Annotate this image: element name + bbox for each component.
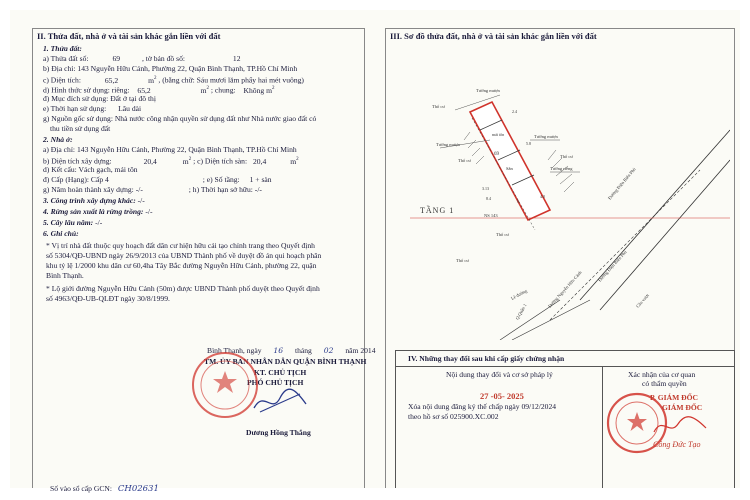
completion-value: -/- — [135, 185, 143, 194]
label-yard: Sân — [506, 166, 513, 171]
land-heading: 1. Thửa đất: — [43, 44, 82, 53]
right-signer-name: Công Đức Tạo — [653, 440, 701, 449]
floor-area-unit: m — [290, 156, 297, 166]
label-overpass: Cầu vượt — [635, 292, 650, 309]
usage-purpose-value: Đất ở tại đô thị — [110, 94, 156, 103]
label-road-dbp: Đường Điện Biên Phủ — [597, 249, 628, 283]
registry-label: Số vào sổ cấp GCN: — [50, 484, 113, 493]
parcel-label: a) Thửa đất số: — [43, 54, 89, 63]
section-title-land: II. Thửa đất, nhà ở và tài sản khác gắn liền với đất — [37, 31, 221, 41]
issuing-org: TM. ỦY BAN NHÂN DÂN QUẬN BÌNH THẠNH — [204, 357, 367, 366]
usage-shared-label: ; chung: — [210, 85, 236, 95]
label-wall-top: Tường mượn — [476, 88, 500, 93]
label-road-dbp-2: Đường Điện Biên Phủ — [606, 166, 637, 201]
label-num: 9 — [517, 199, 519, 204]
note2-line2: số 4963/QĐ-UB-QLĐT ngày 30/8/1999. — [46, 294, 170, 303]
forest-value: -/- — [145, 207, 153, 216]
structure-row — [43, 165, 138, 175]
lot-boundary — [470, 102, 550, 220]
other-works-row — [43, 196, 145, 206]
label-dim-24: 2.4 — [512, 109, 517, 114]
changes-title: IV. Những thay đổi sau khi cấp giấy chứng nhận — [408, 354, 565, 363]
note1-line4: Bình Thạnh. — [46, 271, 84, 280]
land-address-row — [43, 64, 297, 74]
change-row-line1: Xóa nội dung đăng ký thế chấp ngày 09/12/2024 — [408, 402, 557, 411]
forest-row — [43, 207, 153, 217]
label-land-2: Thổ cư — [458, 158, 471, 163]
floor-area-value: 20,4 — [252, 156, 267, 166]
label-district1: Q.Quận 1 — [514, 302, 528, 321]
map-sheet-label: , tờ bản đồ số: — [141, 54, 185, 63]
build-area-unit: m — [182, 156, 189, 166]
house-address-label: a) Địa chỉ: — [43, 145, 76, 154]
sign-month: 02 — [323, 346, 334, 355]
changes-col2-header-2: có thẩm quyền — [642, 379, 687, 388]
notes-heading: 6. Ghi chú: — [43, 229, 79, 238]
role-deputy: P. GIÁM ĐỐC — [650, 393, 699, 402]
usage-shared-value: Không m — [243, 85, 272, 95]
kt-chairman: KT. CHỦ TỊCH — [254, 368, 307, 377]
label-floor: TẦNG 1 — [420, 206, 455, 215]
floors-label: ; e) Số tầng: — [202, 175, 240, 184]
label-land-3: Thổ cư — [560, 154, 573, 159]
land-plot-diagram — [400, 50, 730, 340]
land-address-value: 143 Nguyễn Hữu Cảnh, Phường 22, Quận Bình Thạnh, TP.Hồ Chí Minh — [77, 64, 298, 73]
floors-value: 1 + sàn — [249, 175, 272, 184]
usage-term-label: e) Thời hạn sử dụng: — [43, 104, 107, 113]
structure-label: d) Kết cấu: — [43, 165, 77, 174]
completion-row — [43, 185, 262, 195]
signer-name: Dương Hồng Thắng — [246, 428, 311, 437]
land-area-words: , (bằng chữ: Sáu mươi lăm phẩy hai mét vuông) — [158, 75, 304, 85]
map-sheet-value: 12 — [232, 54, 241, 63]
label-dim-84: 8.4 — [486, 196, 491, 201]
house-address-value: 143 Nguyễn Hữu Cảnh, Phường 22, Quận Bình Thạnh, TP.Hồ Chí Minh — [76, 145, 297, 154]
registry-number-row — [50, 484, 159, 494]
changes-col2-header-1: Xác nhận của cơ quan — [628, 370, 696, 379]
changes-table-rule — [395, 366, 735, 367]
label-curb: Lề đường — [510, 288, 528, 301]
label-wall-right: Tường mượn — [534, 134, 558, 139]
parcel-value: 69 — [112, 54, 121, 63]
note1-line3: khu tỷ lệ 1/2000 khu dân cư 60,4ha Tây Bắc đường Nguyễn Hữu Cảnh, phường 22, quận — [46, 261, 317, 270]
sign-month-label: tháng — [294, 346, 312, 355]
usage-term-row — [43, 104, 141, 114]
registry-value: CH02631 — [117, 484, 159, 494]
perennial-value: -/- — [95, 218, 103, 227]
land-area-unit: m — [148, 75, 154, 85]
land-area-label: c) Diện tích: — [43, 75, 81, 85]
change-stamp-date: 27 -05- 2025 — [480, 391, 524, 401]
ownership-term-label: ; h) Thời hạn sở hữu: — [188, 185, 253, 194]
grade-value: Cấp 4 — [90, 175, 109, 184]
land-area-value: 65,2 — [104, 75, 119, 85]
house-heading: 2. Nhà ở: — [43, 135, 73, 144]
label-dim-58: 5.8 — [526, 141, 531, 146]
other-works-label: 3. Công trình xây dựng khác: — [43, 196, 136, 205]
parcel-number-row — [43, 54, 240, 64]
usage-purpose-row — [43, 94, 156, 104]
label-wall-private: Tường riêng — [550, 166, 573, 171]
label-house-no: NS 143 — [484, 213, 498, 218]
note2-line1: * Lộ giới đường Nguyễn Hữu Cảnh (50m) được UBND Thành phố duyệt theo Quyết định — [46, 284, 320, 293]
perennial-row — [43, 218, 102, 228]
usage-purpose-label: đ) Mục đích sử dụng: — [43, 94, 109, 103]
ownership-term-value: -/- — [254, 185, 262, 194]
floor-area-label: ; c) Diện tích sàn: — [193, 156, 248, 166]
grade-label: đ) Cấp (Hạng): — [43, 175, 89, 184]
left-signature-mark — [250, 386, 310, 416]
completion-label: g) Năm hoàn thành xây dựng: — [43, 185, 134, 194]
label-wall-left: Tường mượn — [436, 142, 460, 147]
structure-value: Vách gạch, mái tôn — [78, 165, 138, 174]
land-origin-line1: g) Nguồn gốc sử dụng: Nhà nước công nhận quyền sử dụng đất như Nhà nước giao đất có — [43, 114, 317, 123]
certificate-sheet — [10, 10, 740, 494]
usage-term-value: Lâu dài — [118, 104, 142, 113]
usage-private-label: d) Hình thức sử dụng: riêng: — [43, 85, 130, 95]
other-works-value: -/- — [137, 196, 145, 205]
house-address-row — [43, 145, 297, 155]
land-address-label: b) Địa chỉ: — [43, 64, 76, 73]
usage-private-value: 65,2 — [137, 85, 151, 95]
note1-line1: * Vị trí nhà đất thuộc quy hoạch đất dân cư hiện hữu cải tạo chỉnh trang theo Quyết định — [46, 241, 315, 250]
perennial-label: 5. Cây lâu năm: — [43, 218, 94, 227]
change-row-line2: theo hồ sơ số 025900.XC.002 — [408, 412, 499, 421]
sign-day: 16 — [273, 346, 284, 355]
grade-row — [43, 175, 272, 185]
build-area-label: b) Diện tích xây dựng: — [43, 156, 112, 166]
label-land-1: Thổ cư — [432, 104, 445, 109]
label-road-main: Đường Nguyễn Hữu Cảnh — [547, 269, 583, 309]
note1-line2: số 5304/QĐ-UBND ngày 26/9/2013 của UBND Thành phố về duyệt đồ án qui hoạch phân — [46, 251, 322, 260]
label-land-4: Thổ cư — [496, 232, 509, 237]
forest-label: 4. Rừng sản xuất là rừng trồng: — [43, 207, 144, 216]
road-edge-3 — [550, 170, 700, 320]
section-title-map: III. Sơ đồ thửa đất, nhà ở và tài sản khác gắn liền với đất — [390, 31, 597, 41]
label-dim-313: 3.13 — [482, 186, 489, 191]
label-land-5: Thổ cư — [456, 258, 469, 263]
role-director: GIÁM ĐỐC — [662, 403, 703, 412]
sign-year: năm 2014 — [345, 346, 376, 355]
label-parcel: 69 — [494, 152, 499, 157]
label-dim-40: 4.0 — [540, 194, 545, 199]
right-signature-mark — [650, 414, 710, 438]
usage-form-row: d) Hình thức sử dụng: riêng: 65,2 $m^2$ ; chung: Không $m^2$ — [43, 85, 275, 95]
house-area-row: b) Diện tích xây dựng: 20,4 $m^2$ ; c) Diện tích sàn: 20,4 $m^2$ — [43, 156, 299, 166]
vice-chairman: PHÓ CHỦ TỊCH — [247, 378, 304, 387]
changes-col1-header: Nội dung thay đổi và cơ sở pháp lý — [446, 370, 553, 379]
land-area-row: c) Diện tích: 65,2 $m^2$ , (bằng chữ: Sáu mươi lăm phẩy hai mét vuông) — [43, 75, 304, 85]
usage-private-unit: m — [200, 85, 207, 95]
land-origin-line2: thu tiền sử dụng đất — [50, 124, 111, 133]
build-area-value: 20,4 — [143, 156, 157, 166]
label-roof: mái tôn — [492, 132, 505, 137]
sign-date-prefix: Bình Thạnh, ngày — [207, 346, 262, 355]
